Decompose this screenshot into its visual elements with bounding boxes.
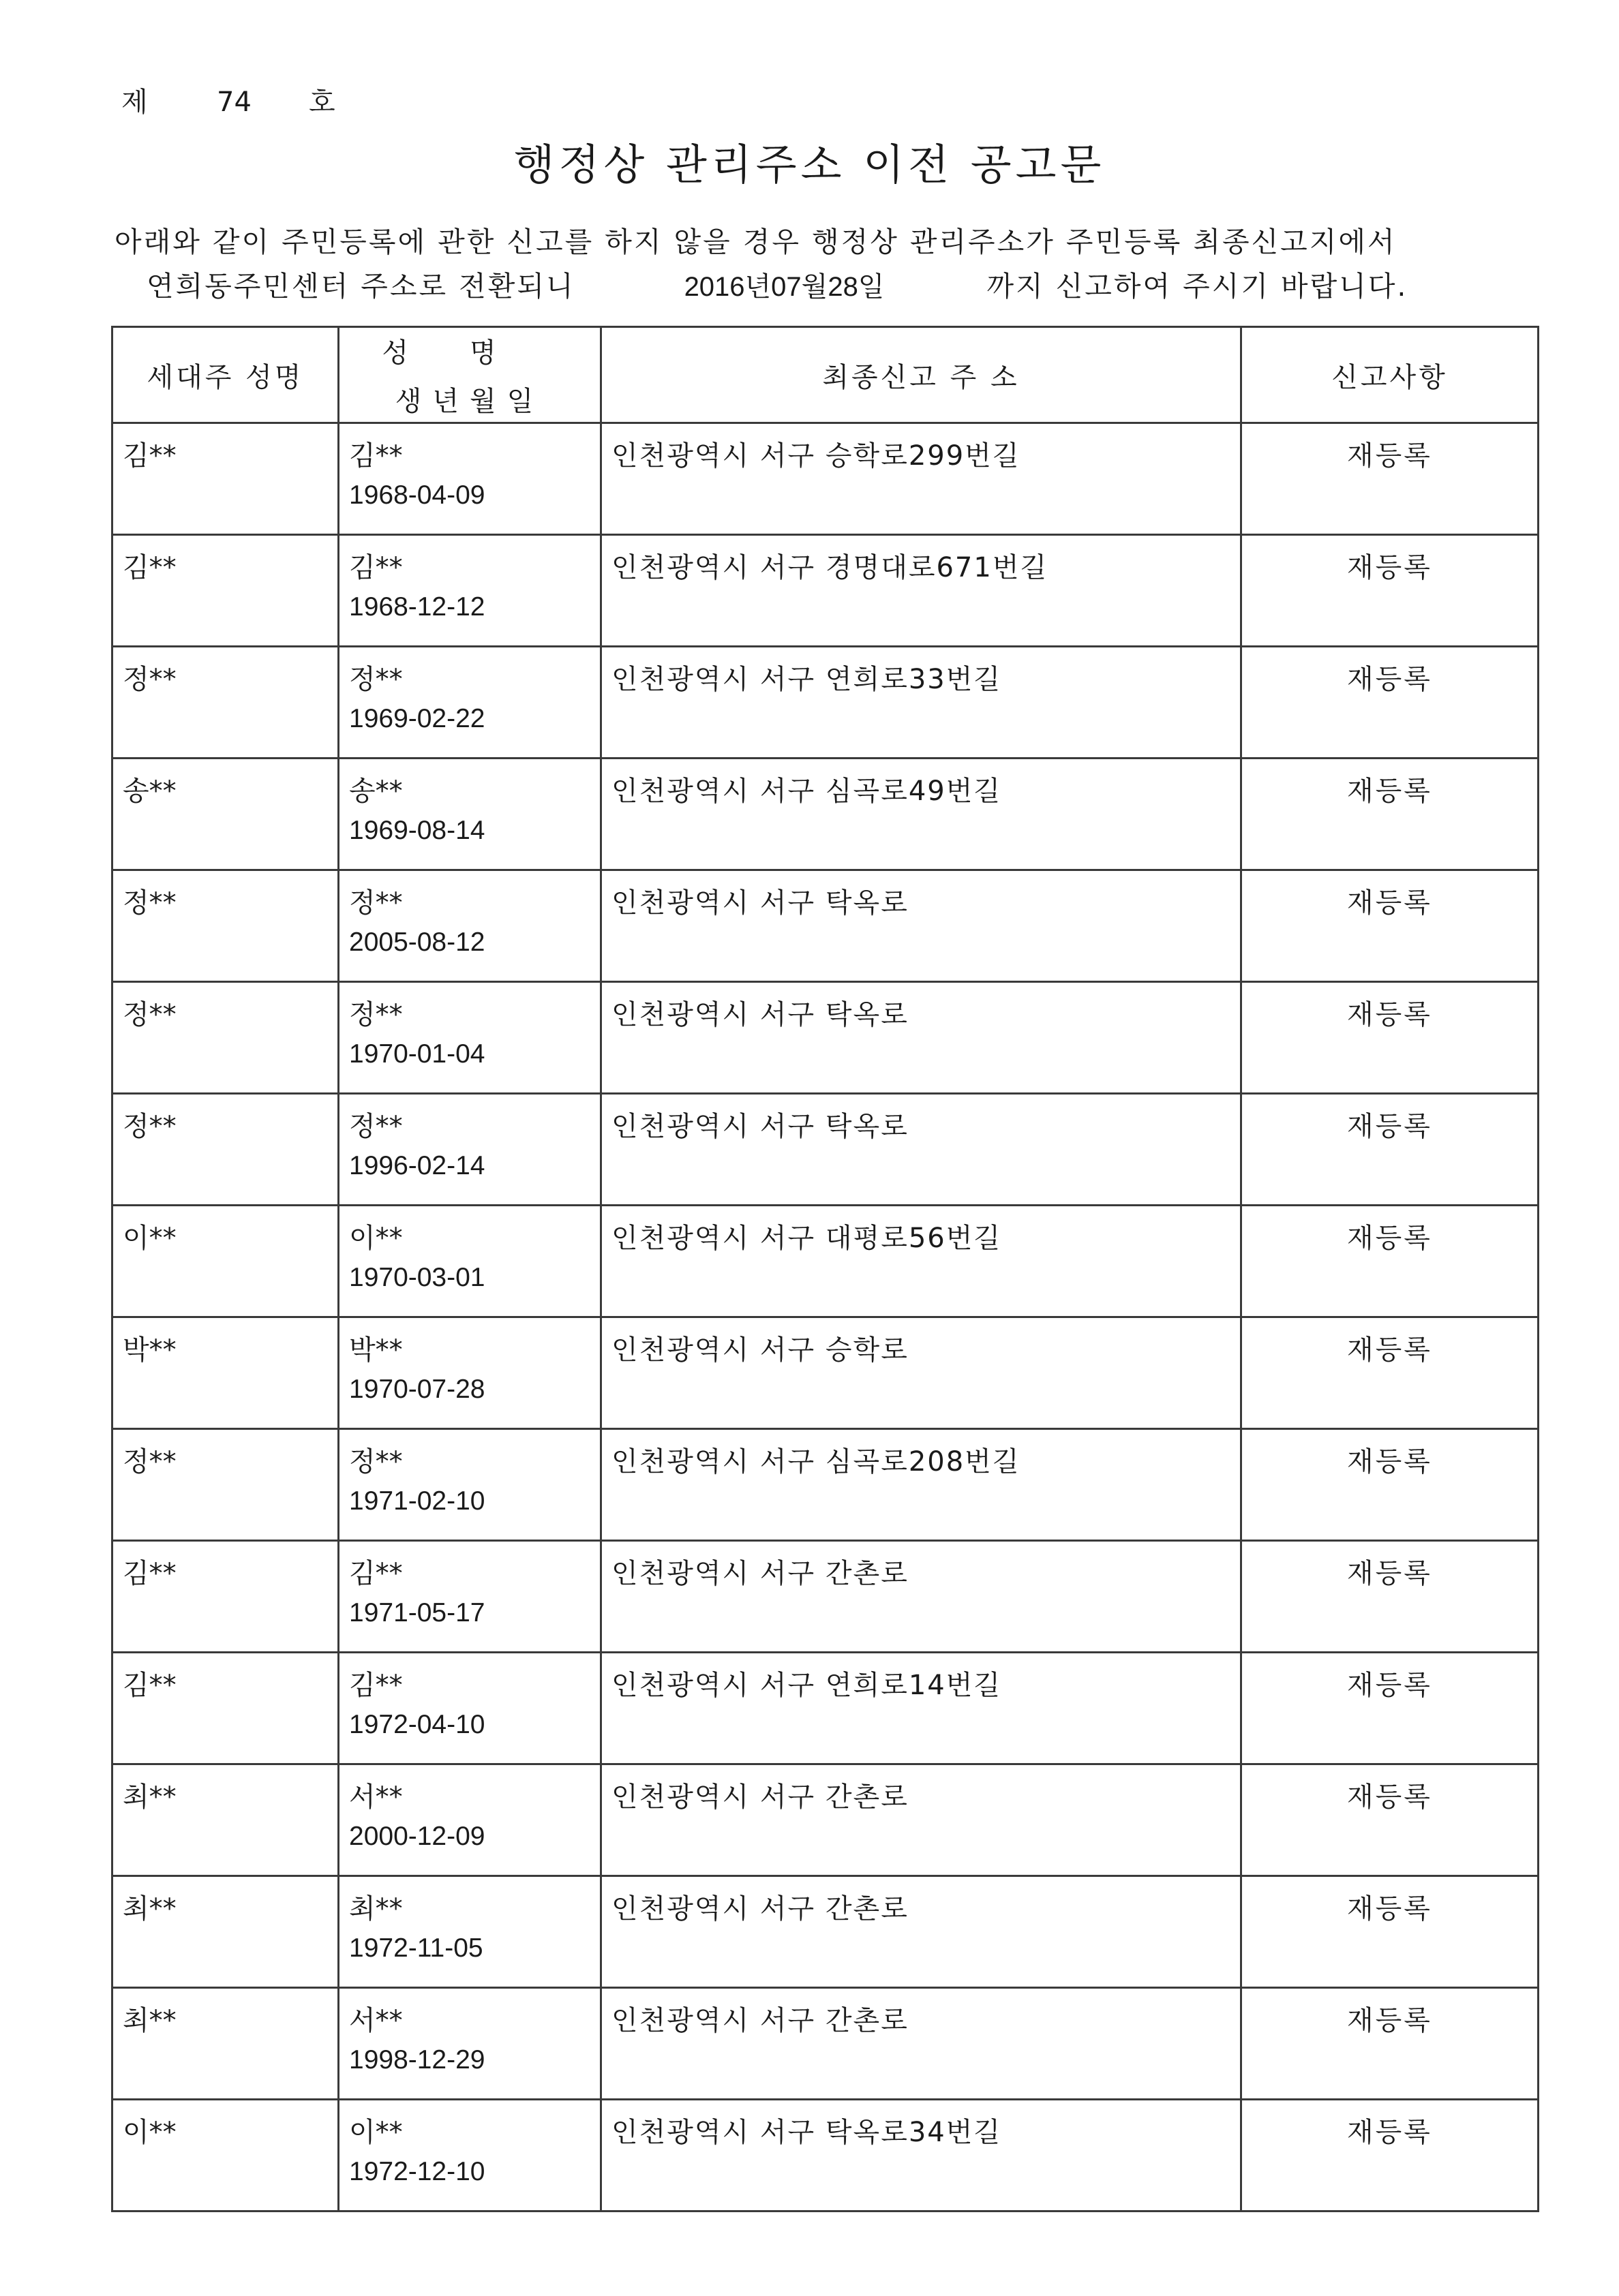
table-row <box>112 1764 1539 1876</box>
intro-text-b: 까지 신고하여 주시기 바랍니다. <box>986 270 1408 303</box>
last-address: 인천광역시 서구 간촌로 <box>611 2005 909 2036</box>
household-head-cell <box>112 1206 339 1317</box>
issue-suffix: 호 <box>309 87 335 118</box>
household-head-name: 김** <box>123 440 177 472</box>
table-row <box>112 2100 1539 2211</box>
deadline-date: 2016년07월28일 <box>684 272 885 302</box>
status-cell <box>1241 1541 1539 1653</box>
table-row <box>112 1317 1539 1429</box>
report-status: 재등록 <box>1347 776 1432 807</box>
table-row <box>112 423 1539 535</box>
resident-name: 정** <box>349 887 403 919</box>
household-head-cell <box>112 870 339 982</box>
status-cell <box>1241 535 1539 647</box>
last-address: 인천광역시 서구 간촌로 <box>611 1558 909 1589</box>
header-name-dob <box>339 327 601 423</box>
table-row <box>112 1094 1539 1206</box>
table-row <box>112 1541 1539 1653</box>
issue-number <box>121 80 335 119</box>
table-header-row <box>112 327 1539 423</box>
last-address: 인천광역시 서구 심곡로49번길 <box>611 776 1002 807</box>
name-dob-cell <box>339 982 601 1094</box>
resident-dob: 1968-12-12 <box>349 592 485 622</box>
header-name: 성명 <box>382 337 558 369</box>
household-head-cell <box>112 535 339 647</box>
report-status: 재등록 <box>1347 1111 1432 1142</box>
resident-name: 최** <box>349 1893 403 1925</box>
header-last-address: 최종신고 주 소 <box>601 327 1241 423</box>
household-head-name: 최** <box>123 2005 177 2036</box>
household-head-name: 정** <box>123 1446 177 1478</box>
household-head-cell <box>112 1317 339 1429</box>
table-row <box>112 1876 1539 1988</box>
last-address: 인천광역시 서구 연희로33번길 <box>611 664 1002 695</box>
household-head-cell <box>112 647 339 759</box>
household-head-cell <box>112 1764 339 1876</box>
household-head-cell <box>112 1541 339 1653</box>
resident-dob: 1971-02-10 <box>349 1486 485 1516</box>
last-address: 인천광역시 서구 탁옥로 <box>611 887 909 919</box>
household-head-cell <box>112 1988 339 2100</box>
name-dob-cell <box>339 535 601 647</box>
resident-dob: 2005-08-12 <box>349 928 485 957</box>
intro-line-2 <box>147 264 1408 304</box>
address-cell <box>601 759 1241 870</box>
resident-name: 송** <box>349 776 403 807</box>
last-address: 인천광역시 서구 경명대로671번길 <box>611 552 1048 583</box>
name-dob-cell <box>339 2100 601 2211</box>
report-status: 재등록 <box>1347 887 1432 919</box>
table-row <box>112 1429 1539 1541</box>
name-dob-cell <box>339 759 601 870</box>
page-title: 행정상 관리주소 이전 공고문 <box>513 140 1106 189</box>
report-status: 재등록 <box>1347 552 1432 583</box>
household-head-name: 이** <box>123 2117 177 2148</box>
household-head-name: 정** <box>123 887 177 919</box>
table-row <box>112 1653 1539 1764</box>
household-head-cell <box>112 1094 339 1206</box>
last-address: 인천광역시 서구 대평로56번길 <box>611 1223 1002 1254</box>
report-status: 재등록 <box>1347 1781 1432 1813</box>
header-dob: 생년월일 <box>395 386 545 417</box>
household-head-name: 정** <box>123 1111 177 1142</box>
status-cell <box>1241 1653 1539 1764</box>
resident-name: 서** <box>349 1781 403 1813</box>
name-dob-cell <box>339 1206 601 1317</box>
name-dob-cell <box>339 1541 601 1653</box>
address-cell <box>601 423 1241 535</box>
household-head-name: 최** <box>123 1893 177 1925</box>
resident-name: 박** <box>349 1334 403 1366</box>
household-head-cell <box>112 1653 339 1764</box>
status-cell <box>1241 1317 1539 1429</box>
household-head-cell <box>112 2100 339 2211</box>
name-dob-cell <box>339 1429 601 1541</box>
resident-dob: 1972-12-10 <box>349 2157 485 2186</box>
status-cell <box>1241 1206 1539 1317</box>
address-cell <box>601 1094 1241 1206</box>
header-household-head: 세대주 성명 <box>112 327 339 423</box>
report-status: 재등록 <box>1347 440 1432 472</box>
resident-dob: 1972-04-10 <box>349 1710 485 1739</box>
status-cell <box>1241 1429 1539 1541</box>
intro-text-a: 연희동주민센터 주소로 전환되니 <box>147 270 575 303</box>
last-address: 인천광역시 서구 연희로14번길 <box>611 1670 1002 1701</box>
address-cell <box>601 1653 1241 1764</box>
household-head-cell <box>112 1429 339 1541</box>
address-cell <box>601 1988 1241 2100</box>
resident-dob: 1970-07-28 <box>349 1375 485 1404</box>
report-status: 재등록 <box>1347 1558 1432 1589</box>
name-dob-cell <box>339 1876 601 1988</box>
resident-name: 정** <box>349 664 403 695</box>
resident-dob: 1971-05-17 <box>349 1598 485 1627</box>
last-address: 인천광역시 서구 승학로299번길 <box>611 440 1020 472</box>
resident-name: 정** <box>349 1446 403 1478</box>
name-dob-cell <box>339 647 601 759</box>
table-row <box>112 870 1539 982</box>
address-cell <box>601 1764 1241 1876</box>
report-status: 재등록 <box>1347 999 1432 1030</box>
last-address: 인천광역시 서구 심곡로208번길 <box>611 1446 1020 1478</box>
household-head-name: 박** <box>123 1334 177 1366</box>
resident-name: 김** <box>349 1670 403 1701</box>
address-cell <box>601 1541 1241 1653</box>
address-cell <box>601 647 1241 759</box>
address-cell <box>601 535 1241 647</box>
resident-name: 김** <box>349 1558 403 1589</box>
resident-name: 서** <box>349 2005 403 2036</box>
last-address: 인천광역시 서구 탁옥로34번길 <box>611 2117 1002 2148</box>
address-cell <box>601 1429 1241 1541</box>
issue-prefix: 제 <box>121 87 148 118</box>
household-head-name: 정** <box>123 664 177 695</box>
household-head-cell <box>112 1876 339 1988</box>
report-status: 재등록 <box>1347 1334 1432 1366</box>
status-cell <box>1241 647 1539 759</box>
report-status: 재등록 <box>1347 1446 1432 1478</box>
name-dob-cell <box>339 1317 601 1429</box>
household-head-name: 김** <box>123 1670 177 1701</box>
report-status: 재등록 <box>1347 2005 1432 2036</box>
address-cell <box>601 1206 1241 1317</box>
last-address: 인천광역시 서구 간촌로 <box>611 1893 909 1925</box>
resident-dob: 1969-08-14 <box>349 816 485 845</box>
status-cell <box>1241 1094 1539 1206</box>
address-cell <box>601 1317 1241 1429</box>
last-address: 인천광역시 서구 간촌로 <box>611 1781 909 1813</box>
status-cell <box>1241 2100 1539 2211</box>
resident-dob: 1998-12-29 <box>349 2045 485 2075</box>
resident-dob: 1972-11-05 <box>349 1933 483 1963</box>
status-cell <box>1241 982 1539 1094</box>
address-cell <box>601 1876 1241 1988</box>
report-status: 재등록 <box>1347 1670 1432 1701</box>
household-head-cell <box>112 982 339 1094</box>
name-dob-cell <box>339 1764 601 1876</box>
last-address: 인천광역시 서구 탁옥로 <box>611 999 909 1030</box>
table-row <box>112 759 1539 870</box>
intro-line-1: 아래와 같이 주민등록에 관한 신고를 하지 않을 경우 행정상 관리주소가 주민등록 최종신고지에서 <box>115 226 1397 258</box>
report-status: 재등록 <box>1347 1893 1432 1925</box>
table-row <box>112 1988 1539 2100</box>
name-dob-cell <box>339 870 601 982</box>
table-row <box>112 982 1539 1094</box>
table-row <box>112 1206 1539 1317</box>
report-status: 재등록 <box>1347 664 1432 695</box>
table-row <box>112 535 1539 647</box>
name-dob-cell <box>339 1988 601 2100</box>
resident-dob: 1970-01-04 <box>349 1039 485 1069</box>
household-head-name: 최** <box>123 1781 177 1813</box>
resident-dob: 1969-02-22 <box>349 704 485 733</box>
name-dob-cell <box>339 423 601 535</box>
last-address: 인천광역시 서구 승학로 <box>611 1334 909 1366</box>
last-address: 인천광역시 서구 탁옥로 <box>611 1111 909 1142</box>
resident-name: 이** <box>349 2117 403 2148</box>
status-cell <box>1241 759 1539 870</box>
report-status: 재등록 <box>1347 2117 1432 2148</box>
status-cell <box>1241 1764 1539 1876</box>
resident-dob: 1996-02-14 <box>349 1151 485 1180</box>
household-head-cell <box>112 759 339 870</box>
resident-name: 이** <box>349 1223 403 1254</box>
header-report-item: 신고사항 <box>1241 327 1539 423</box>
resident-name: 김** <box>349 440 403 472</box>
resident-dob: 1970-03-01 <box>349 1263 485 1292</box>
resident-name: 정** <box>349 1111 403 1142</box>
household-head-name: 김** <box>123 552 177 583</box>
resident-dob: 2000-12-09 <box>349 1822 485 1851</box>
household-head-name: 송** <box>123 776 177 807</box>
status-cell <box>1241 870 1539 982</box>
issue-number-value: 74 <box>217 87 252 118</box>
status-cell <box>1241 1876 1539 1988</box>
status-cell <box>1241 423 1539 535</box>
household-head-name: 김** <box>123 1558 177 1589</box>
address-cell <box>601 2100 1241 2211</box>
household-head-cell <box>112 423 339 535</box>
household-head-name: 정** <box>123 999 177 1030</box>
table-row <box>112 647 1539 759</box>
household-head-name: 이** <box>123 1223 177 1254</box>
name-dob-cell <box>339 1653 601 1764</box>
resident-name: 김** <box>349 552 403 583</box>
status-cell <box>1241 1988 1539 2100</box>
address-cell <box>601 982 1241 1094</box>
name-dob-cell <box>339 1094 601 1206</box>
resident-dob: 1968-04-09 <box>349 480 485 510</box>
notice-table <box>111 326 1539 2212</box>
resident-name: 정** <box>349 999 403 1030</box>
address-cell <box>601 870 1241 982</box>
report-status: 재등록 <box>1347 1223 1432 1254</box>
